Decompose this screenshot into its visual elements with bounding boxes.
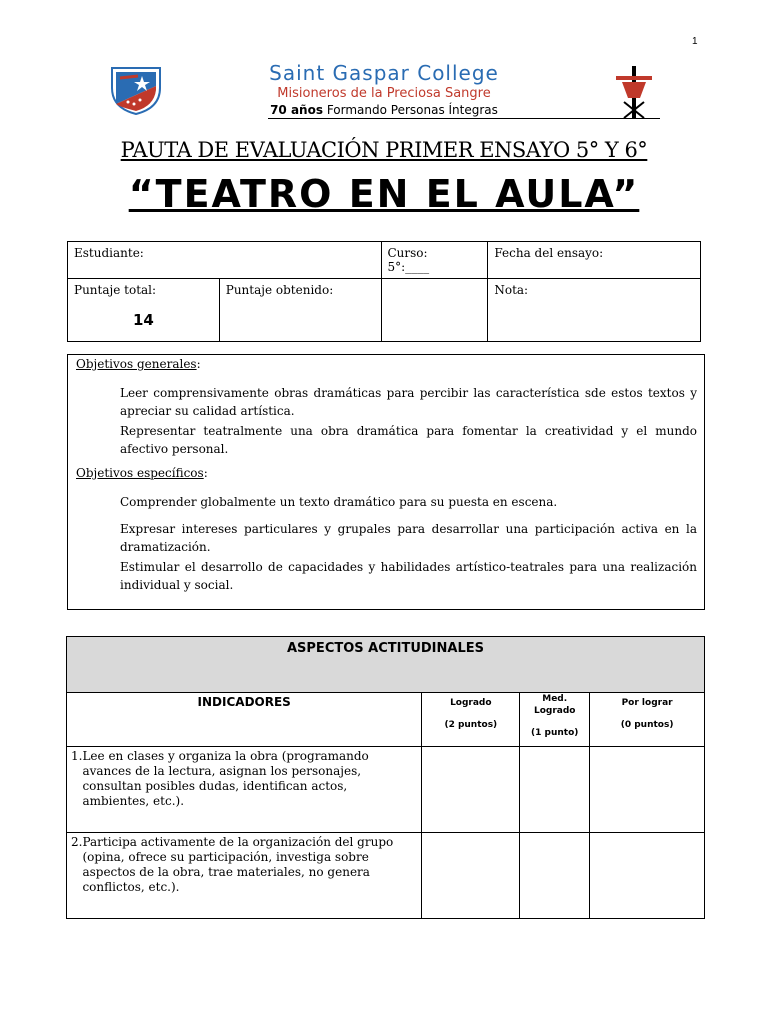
indicator-1: 1. Lee en clases y organiza la obra (programando avances de la lectura, asignan los personajes, consultan posibles dudas, identifican actos, ambientes, etc.). <box>67 747 422 833</box>
list-item: Representar teatralmente una obra dramática para fomentar la creatividad y el mundo afectivo personal. <box>120 424 697 456</box>
score-pending-1[interactable] <box>590 747 705 833</box>
school-subtitle: Misioneros de la Preciosa Sangre <box>277 86 491 101</box>
grade-field[interactable]: Nota: <box>488 279 701 342</box>
score-achieved-1[interactable] <box>422 747 520 833</box>
list-item: Expresar intereses particulares y grupales para desarrollar una participación activa en la dramatización. <box>120 522 697 554</box>
indicator-2: 2. Participa activamente de la organización del grupo (opina, ofrece su participación, investiga sobre aspectos de la obra, trae materiales, no genera conflictos, etc.). <box>67 833 422 919</box>
list-item: Leer comprensivamente obras dramáticas para percibir las característica sde estos textos y apreciar su calidad artística. <box>120 386 697 418</box>
document-main-title: “TEATRO EN EL AULA” <box>128 172 640 216</box>
total-score-cell: Puntaje total: 14 <box>68 279 220 342</box>
total-score-value: 14 <box>132 311 154 329</box>
aspects-title: ASPECTOS ACTITUDINALES <box>67 637 705 693</box>
obtained-score-value[interactable] <box>381 279 488 342</box>
general-objectives-heading: Objetivos generales <box>76 357 197 371</box>
header-divider <box>268 118 660 119</box>
course-field[interactable]: Curso: 5°:____ <box>381 242 488 279</box>
document-title: PAUTA DE EVALUACIÓN PRIMER ENSAYO 5° Y 6° <box>120 138 648 162</box>
list-item: Estimular el desarrollo de capacidades y habilidades artístico-teatrales para una realización individual y social. <box>120 560 697 592</box>
cross-logo-icon <box>612 64 656 120</box>
score-pending-2[interactable] <box>590 833 705 919</box>
list-item: Comprender globalmente un texto dramático para su puesta en escena. <box>120 495 558 509</box>
school-header <box>200 60 568 118</box>
col-pending: Por lograr (0 puntos) <box>590 693 705 747</box>
school-years: 70 años Formando Personas Íntegras <box>270 103 498 117</box>
col-indicators: INDICADORES <box>67 693 422 747</box>
obtained-score-field[interactable]: Puntaje obtenido: <box>219 279 381 342</box>
score-medium-2[interactable] <box>520 833 590 919</box>
col-medium: Med. Logrado (1 punto) <box>520 693 590 747</box>
general-objectives-list <box>76 384 697 458</box>
specific-objectives-list <box>76 493 697 594</box>
specific-objectives-heading: Objetivos específicos <box>76 466 204 480</box>
school-name: Saint Gaspar College <box>269 61 499 85</box>
objectives-box: Objetivos generales: Leer comprensivamente obras dramáticas para percibir las característica sde estos textos y apreciar su calidad artística. Representar teatralmente una obra dramática para fomentar la creatividad y el mundo afectivo personal. Objetivos específicos: Comprender globalmente un texto dramático para su puesta en escena. Expresar intereses particulares y grupales para desarrollar una participación activa en la dramatización. Estimular el desarrollo de capacidades y habilidades artístico-teatrales para una realización individual y social. <box>67 354 705 610</box>
date-field[interactable]: Fecha del ensayo: <box>488 242 701 279</box>
page-number: 1 <box>692 36 698 47</box>
table-row <box>67 747 705 833</box>
aspects-table <box>66 636 705 919</box>
school-crest-icon <box>108 64 164 116</box>
student-field[interactable]: Estudiante: <box>68 242 382 279</box>
student-info-table <box>67 241 701 342</box>
score-achieved-2[interactable] <box>422 833 520 919</box>
score-medium-1[interactable] <box>520 747 590 833</box>
table-row <box>67 833 705 919</box>
col-achieved: Logrado (2 puntos) <box>422 693 520 747</box>
